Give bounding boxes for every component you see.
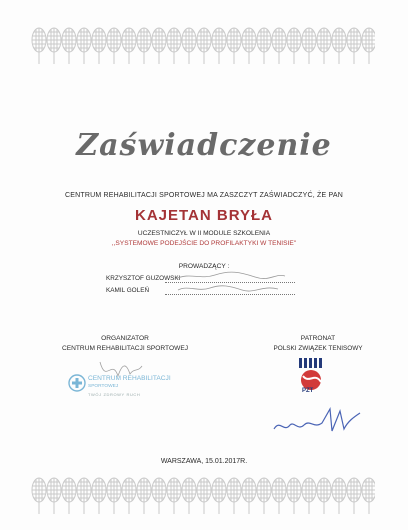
tennis-racket-border-bottom (30, 476, 375, 516)
recipient-name: KAJETAN BRYŁA (134, 207, 273, 224)
course-title: ,,SYSTEMOWE PODEJŚCIE DO PROFILAKTYKI W TENISIE'' (111, 240, 297, 247)
participation-text: UCZESTNICZYŁ W II MODULE SZKOLENIA (137, 230, 271, 237)
organizer-logo-tagline: TWÓJ ZDROWY RUCH (88, 392, 141, 397)
instructor-name: KRZYSZTOF GUZOWSKI (106, 275, 181, 282)
organizer-label: ORGANIZATOR (101, 335, 149, 342)
pzt-logo-text: PZT (302, 388, 314, 394)
certificate-title: Zaświadczenie (76, 128, 332, 163)
organizer-signature (96, 354, 146, 384)
instructors-heading: PROWADZĄCY : (178, 263, 230, 270)
patron-signature (270, 403, 362, 437)
organizer-logo-subtext: SPORTOWEJ (88, 384, 119, 389)
organizer-logo-text: CENTRUM REHABILITACJI (88, 375, 171, 382)
instructor-signature (170, 282, 290, 294)
organizer-name: CENTRUM REHABILITACJI SPORTOWEJ (61, 345, 189, 352)
place-and-date: WARSZAWA, 15.01.2017R. (160, 458, 248, 465)
pzt-logo-icon (295, 356, 331, 406)
instructor-name: KAMIL GOLEŃ (106, 287, 150, 294)
patron-label: PATRONAT (300, 335, 336, 342)
intro-text: CENTRUM REHABILITACJI SPORTOWEJ MA ZASZCZYT ZAŚWIADCZYĆ, ŻE PAN (65, 192, 343, 199)
tennis-racket-border-top (30, 26, 375, 66)
patron-name: POLSKI ZWIĄZEK TENISOWY (273, 345, 363, 352)
organizer-cross-logo-icon (68, 374, 86, 392)
instructor-signature (170, 270, 290, 282)
